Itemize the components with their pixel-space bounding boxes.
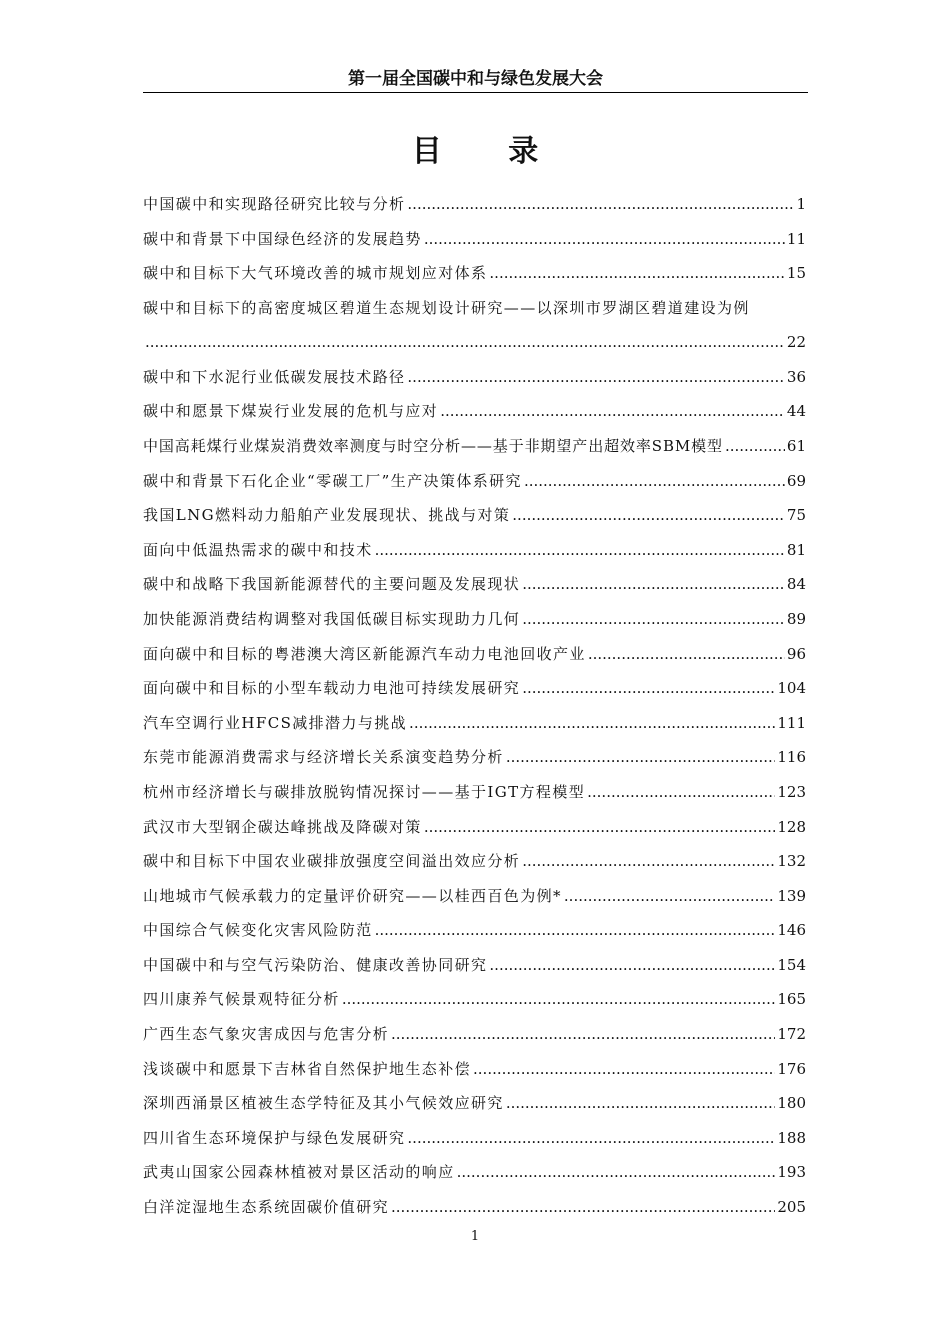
toc-entry-title: 加快能源消费结构调整对我国低碳目标实现助力几何	[143, 609, 521, 628]
toc-entry[interactable]	[143, 775, 806, 810]
table-of-contents	[143, 187, 806, 1225]
toc-entry-page: 193	[777, 1163, 806, 1182]
toc-entry-title: 广西生态气象灾害成因与危害分析	[143, 1025, 390, 1044]
toc-entry-title: 杭州市经济增长与碳排放脱钩情况探讨——基于IGT方程模型	[143, 782, 586, 801]
toc-entry[interactable]	[143, 982, 806, 1017]
toc-entry-title: 面向中低温热需求的碳中和技术	[143, 540, 373, 559]
toc-entry[interactable]	[143, 1086, 806, 1121]
dot-leader	[145, 325, 785, 360]
toc-entry-page: 44	[786, 402, 806, 421]
toc-entry[interactable]	[143, 533, 806, 568]
toc-entry-title: 汽车空调行业HFCS减排潜力与挑战	[143, 713, 408, 732]
dot-leader	[473, 1052, 775, 1087]
toc-entry-page: 139	[777, 886, 806, 905]
toc-entry-page: 81	[786, 540, 806, 559]
toc-entry[interactable]	[143, 671, 806, 706]
toc-entry-page: 104	[777, 679, 806, 698]
toc-entry[interactable]	[143, 360, 806, 395]
dot-leader	[564, 879, 775, 914]
toc-entry-page: 22	[786, 333, 806, 352]
toc-entry-title: 山地城市气候承载力的定量评价研究——以桂西百色为例*	[143, 886, 562, 905]
dot-leader	[409, 706, 775, 741]
toc-entry[interactable]	[143, 429, 806, 464]
dot-leader	[375, 913, 776, 948]
dot-leader	[375, 533, 785, 568]
toc-entry[interactable]	[143, 222, 806, 257]
dot-leader	[506, 740, 776, 775]
toc-entry[interactable]	[143, 1121, 806, 1156]
toc-entry-page: 154	[777, 955, 806, 974]
toc-entry[interactable]	[143, 844, 806, 879]
toc-entry-page: 111	[777, 713, 806, 732]
toc-entry-page: 69	[786, 471, 806, 490]
toc-entry-page: 1	[796, 195, 806, 213]
dot-leader	[522, 844, 775, 879]
toc-entry-page: 132	[777, 852, 806, 871]
toc-entry[interactable]	[143, 706, 806, 741]
toc-entry[interactable]	[143, 740, 806, 775]
toc-entry[interactable]	[143, 567, 806, 602]
toc-entry-page: 188	[777, 1128, 806, 1147]
toc-title: 目 录	[411, 134, 567, 169]
toc-entry-page: 205	[777, 1198, 806, 1217]
dot-leader	[407, 1121, 775, 1156]
toc-entry[interactable]	[143, 464, 806, 499]
toc-entry[interactable]	[143, 948, 806, 983]
dot-leader	[524, 464, 785, 499]
dot-leader	[391, 1190, 775, 1225]
toc-entry-page: 176	[777, 1059, 806, 1078]
toc-entry[interactable]	[143, 1017, 806, 1052]
dot-leader	[407, 360, 785, 395]
toc-entry[interactable]	[143, 810, 806, 845]
toc-entry-page: 116	[777, 748, 806, 767]
toc-entry-title: 中国碳中和与空气污染防治、健康改善协同研究	[143, 955, 488, 974]
toc-entry[interactable]	[143, 1155, 806, 1190]
toc-entry[interactable]	[143, 602, 806, 637]
toc-entry-title: 中国高耗煤行业煤炭消费效率测度与时空分析——基于非期望产出超效率SBM模型	[143, 436, 723, 455]
dot-leader	[588, 637, 785, 672]
toc-entry-title: 碳中和目标下中国农业碳排放强度空间溢出效应分析	[143, 852, 521, 871]
toc-entry-title: 武汉市大型钢企碳达峰挑战及降碳对策	[143, 817, 422, 836]
dot-leader	[391, 1017, 775, 1052]
toc-entry-title: 碳中和背景下中国绿色经济的发展趋势	[143, 229, 422, 248]
toc-entry-title: 中国综合气候变化灾害风险防范	[143, 921, 373, 940]
toc-entry[interactable]	[143, 1190, 806, 1225]
dot-leader	[489, 948, 775, 983]
toc-entry-title: 中国碳中和实现路径研究比较与分析	[143, 195, 406, 213]
toc-entry-page: 11	[786, 229, 806, 248]
toc-entry-page: 89	[786, 609, 806, 628]
toc-entry[interactable]	[143, 913, 806, 948]
toc-entry-page: 15	[786, 264, 806, 283]
dot-leader	[725, 429, 785, 464]
toc-entry-title: 碳中和目标下大气环境改善的城市规划应对体系	[143, 264, 488, 283]
toc-entry-page: 75	[786, 506, 806, 525]
toc-entry-title: 碳中和下水泥行业低碳发展技术路径	[143, 367, 406, 386]
toc-entry-title: 东莞市能源消费需求与经济增长关系演变趋势分析	[143, 748, 504, 767]
toc-entry-title: 浅谈碳中和愿景下吉林省自然保护地生态补偿	[143, 1059, 472, 1078]
toc-entry-title: 深圳西涌景区植被生态学特征及其小气候效应研究	[143, 1094, 504, 1113]
toc-entry[interactable]	[143, 256, 806, 291]
toc-entry-page: 128	[777, 817, 806, 836]
dot-leader	[522, 602, 785, 637]
toc-entry[interactable]	[143, 879, 806, 914]
toc-entry-page: 36	[786, 367, 806, 386]
toc-entry-title: 我国LNG燃料动力船舶产业发展现状、挑战与对策	[143, 506, 511, 525]
toc-entry[interactable]	[143, 1052, 806, 1087]
toc-entry-page: 84	[786, 575, 806, 594]
dot-leader	[424, 810, 776, 845]
dot-leader	[342, 982, 776, 1017]
toc-entry-page: 172	[777, 1025, 806, 1044]
dot-leader	[587, 775, 775, 810]
toc-entry-page: 146	[777, 921, 806, 940]
toc-entry-page: 123	[777, 782, 806, 801]
toc-entry-title: 碳中和目标下的高密度城区碧道生态规划设计研究——以深圳市罗湖区碧道建设为例	[143, 298, 750, 317]
toc-entry-title: 武夷山国家公园森林植被对景区活动的响应	[143, 1163, 455, 1182]
dot-leader	[457, 1155, 776, 1190]
toc-entry[interactable]	[143, 291, 806, 360]
dot-leader	[506, 1086, 776, 1121]
page-number: 1	[470, 1229, 480, 1244]
running-header: 第一届全国碳中和与绿色发展大会	[143, 66, 808, 93]
toc-entry-title: 碳中和愿景下煤炭行业发展的危机与应对	[143, 402, 439, 421]
toc-entry-title: 四川省生态环境保护与绿色发展研究	[143, 1128, 406, 1147]
dot-leader	[522, 671, 775, 706]
dot-leader	[522, 567, 785, 602]
toc-entry-page: 165	[777, 990, 806, 1009]
dot-leader	[424, 222, 785, 257]
toc-entry[interactable]	[143, 498, 806, 533]
toc-entry-page: 96	[786, 644, 806, 663]
toc-entry-title: 面向碳中和目标的粤港澳大湾区新能源汽车动力电池回收产业	[143, 644, 586, 663]
dot-leader	[440, 394, 785, 429]
toc-entry[interactable]	[143, 637, 806, 672]
toc-entry[interactable]	[143, 187, 806, 222]
toc-entry-page: 61	[786, 436, 806, 455]
dot-leader	[512, 498, 785, 533]
toc-entry-page: 180	[777, 1094, 806, 1113]
dot-leader	[489, 256, 785, 291]
toc-entry[interactable]	[143, 394, 806, 429]
toc-entry-title: 碳中和背景下石化企业“零碳工厂”生产决策体系研究	[143, 471, 522, 490]
toc-entry-title: 四川康养气候景观特征分析	[143, 990, 340, 1009]
toc-entry-title: 白洋淀湿地生态系统固碳价值研究	[143, 1198, 390, 1217]
toc-entry-title: 面向碳中和目标的小型车载动力电池可持续发展研究	[143, 679, 521, 698]
dot-leader	[407, 187, 794, 222]
toc-entry-title: 碳中和战略下我国新能源替代的主要问题及发展现状	[143, 575, 521, 594]
